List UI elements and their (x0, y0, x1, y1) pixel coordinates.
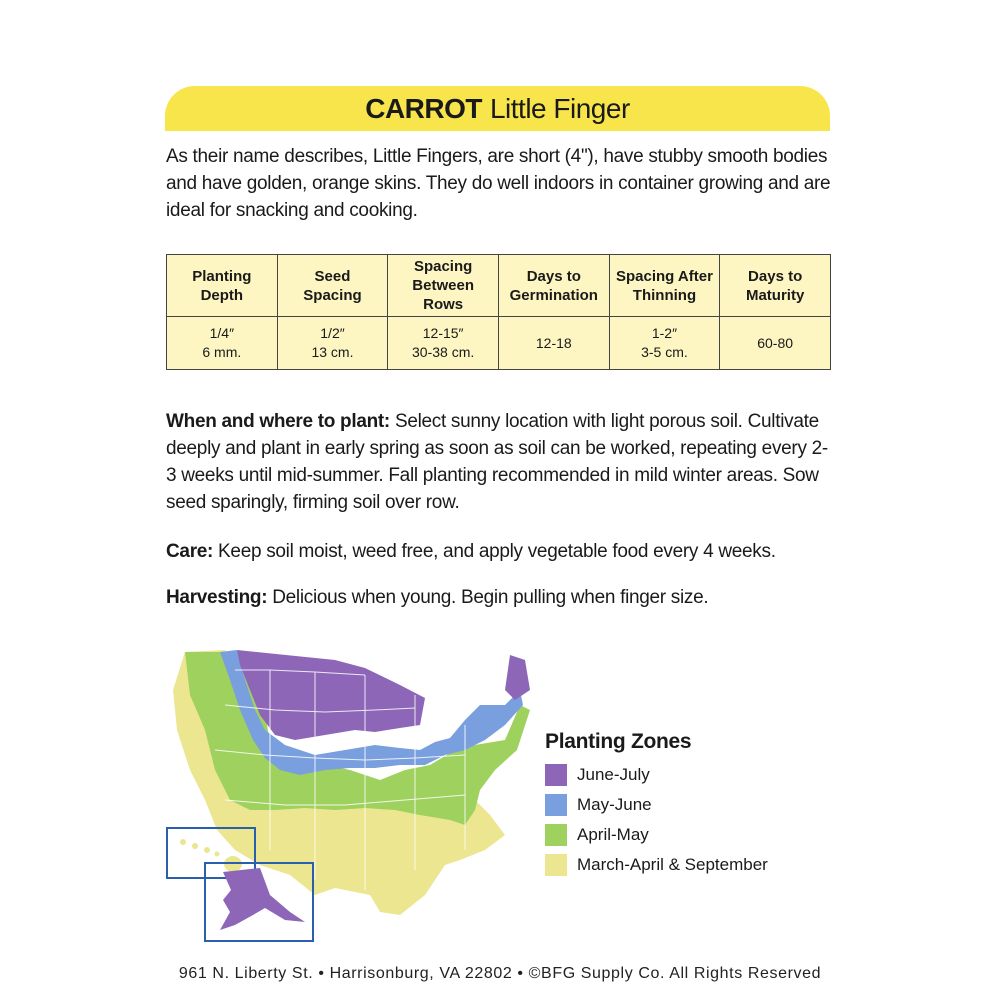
variety-name: Little Finger (489, 92, 630, 124)
footer-address: 961 N. Liberty St. • Harrisonburg, VA 22802 • ©BFG Supply Co. All Rights Reserved (178, 965, 822, 982)
header-days-to-maturity: Days to Maturity (720, 255, 831, 317)
legend-swatch (545, 794, 567, 816)
value-spacing-between-rows: 12-15″ 30-38 cm. (388, 317, 499, 370)
harvesting-text: Delicious when young. Begin pulling when finger size. (267, 587, 709, 608)
when-where-text: Select sunny location with light porous soil. Cultivate deeply and plant in early spring as soon as soil can be worked, repeating every 2-3 weeks until mid-summer. Fall planting recommended in mild winter areas. Sow seed sparingly, firming soil over row. (166, 411, 828, 513)
title-banner (165, 86, 830, 131)
legend-item-april-may (545, 820, 768, 850)
value-days-to-maturity: 60-80 (720, 317, 831, 370)
legend-swatch (545, 824, 567, 846)
legend-item-march-april-september (545, 850, 768, 880)
value-seed-spacing: 1/2″ 13 cm. (277, 317, 388, 370)
legend-title: Planting Zones (545, 730, 692, 753)
zone-june-july-northeast-fill (505, 655, 530, 700)
planting-specs-table (166, 254, 831, 370)
legend-label: June-July (577, 765, 650, 784)
value-planting-depth: 1/4″ 6 mm. (167, 317, 278, 370)
value-days-to-germination: 12-18 (498, 317, 609, 370)
legend-swatch (545, 764, 567, 786)
legend-label: May-June (577, 795, 652, 814)
planting-zones-map (165, 650, 545, 942)
harvesting-paragraph (166, 584, 836, 611)
intro-text: As their name describes, Little Fingers, are short (4"), have stubby smooth bodies and have golden, orange skins. They do well indoors in container growing and are ideal for snacking and cooking. (166, 146, 831, 221)
legend-label: March-April & September (577, 855, 768, 874)
legend-swatch (545, 854, 567, 876)
legend-label: April-May (577, 825, 649, 844)
header-seed-spacing: Seed Spacing (277, 255, 388, 317)
header-days-to-germination: Days to Germination (498, 255, 609, 317)
legend-item-june-july (545, 760, 768, 790)
specs-value-row (167, 317, 831, 370)
header-planting-depth: Planting Depth (167, 255, 278, 317)
specs-header-row (167, 255, 831, 317)
care-text: Keep soil moist, weed free, and apply vegetable food every 4 weeks. (213, 541, 776, 562)
harvesting-label: Harvesting: (166, 587, 268, 608)
value-spacing-after-thinning: 1-2″ 3-5 cm. (609, 317, 720, 370)
us-map-graphic (165, 650, 545, 942)
legend-item-may-june (545, 790, 768, 820)
care-paragraph (166, 538, 836, 565)
when-where-paragraph (166, 408, 836, 516)
alaska-shape (220, 868, 305, 930)
care-label: Care: (166, 541, 214, 562)
header-spacing-between-rows: Spacing Between Rows (388, 255, 499, 317)
when-where-label: When and where to plant: (166, 411, 390, 432)
planting-zones-legend (545, 730, 768, 880)
header-spacing-after-thinning: Spacing After Thinning (609, 255, 720, 317)
crop-name: CARROT (365, 92, 482, 124)
